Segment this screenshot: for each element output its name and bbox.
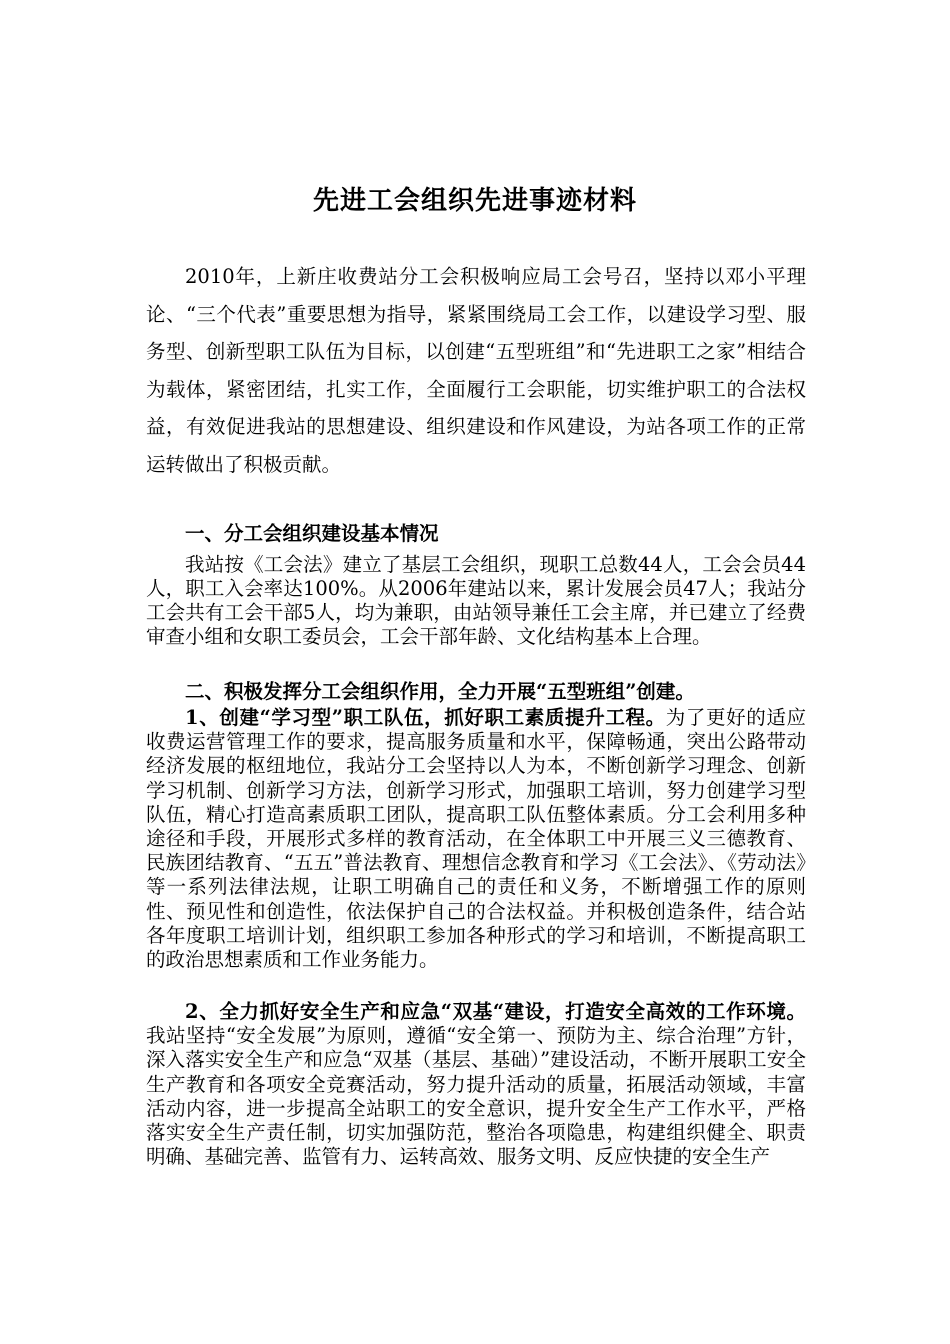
item-2-body: 我站坚持“安全发展”为原则，遵循“安全第一、预防为主、综合治理”方针，深入落实安全生产和应急“双基（基层、基础）”建设活动，不断开展职工安全生产教育和各项安全竞赛活动，努力提升活动的质量，拓展活动领域，丰富活动内容，进一步提高全站职工的安全意识，提升安全生产工作水平，严格落实安全生产责任制，切实加强防范，整治各项隐患，构建组织健全、职责明确、基础完善、监管有力、运转高效、服务文明、反应快捷的安全生产: [146, 1024, 806, 1169]
item-1-lead: 1、创建“学习型”职工队伍，抓好职工素质提升工程。: [185, 706, 666, 729]
section-2-heading: 二、积极发挥分工会组织作用，全力开展“五型班组”创建。: [185, 680, 695, 703]
item-1-paragraph: [146, 706, 806, 972]
item-2-paragraph: [146, 1000, 806, 1169]
item-2-lead: 2、全力抓好安全生产和应急“双基“建设，打造安全高效的工作环境。: [185, 1000, 806, 1023]
intro-paragraph: 2010年，上新庄收费站分工会积极响应局工会号召，坚持以邓小平理论、“三个代表”重要思想为指导，紧紧围绕局工会工作，以建设学习型、服务型、创新型职工队伍为目标，以创建“五型班组”和“先进职工之家”相结合为载体，紧密团结，扎实工作，全面履行工会职能，切实维护职工的合法权益，有效促进我站的思想建设、组织建设和作风建设，为站各项工作的正常运转做出了积极贡献。: [146, 265, 806, 476]
section-1-heading: 一、分工会组织建设基本情况: [185, 522, 439, 545]
section-1-paragraph: 我站按《工会法》建立了基层工会组织，现职工总数44人，工会会员44人，职工入会率达100%。从2006年建站以来，累计发展会员47人；我站分工会共有工会干部5人，均为兼职，由站领导兼任工会主席，并已建立了经费审查小组和女职工委员会，工会干部年龄、文化结构基本上合理。: [146, 553, 806, 648]
document-title: 先进工会组织先进事迹材料: [312, 186, 637, 216]
item-1-body: 为了更好的适应收费运营管理工作的要求，提高服务质量和水平，保障畅通，突出公路带动经济发展的枢纽地位，我站分工会坚持以人为本，不断创新学习理念、创新学习机制、创新学习方法，创新学习形式，加强职工培训，努力创建学习型队伍，精心打造高素质职工团队，提高职工队伍整体素质。分工会利用多种途径和手段，开展形式多样的教育活动，在全体职工中开展三义三德教育、民族团结教育、“五五”普法教育、理想信念教育和学习《工会法》、《劳动法》等一系列法律法规，让职工明确自己的责任和义务，不断增强工作的原则性、预见性和创造性，依法保护自己的合法权益。并积极创造条件，结合站各年度职工培训计划，组织职工参加各种形式的学习和培训，不断提高职工的政治思想素质和工作业务能力。: [146, 706, 806, 972]
